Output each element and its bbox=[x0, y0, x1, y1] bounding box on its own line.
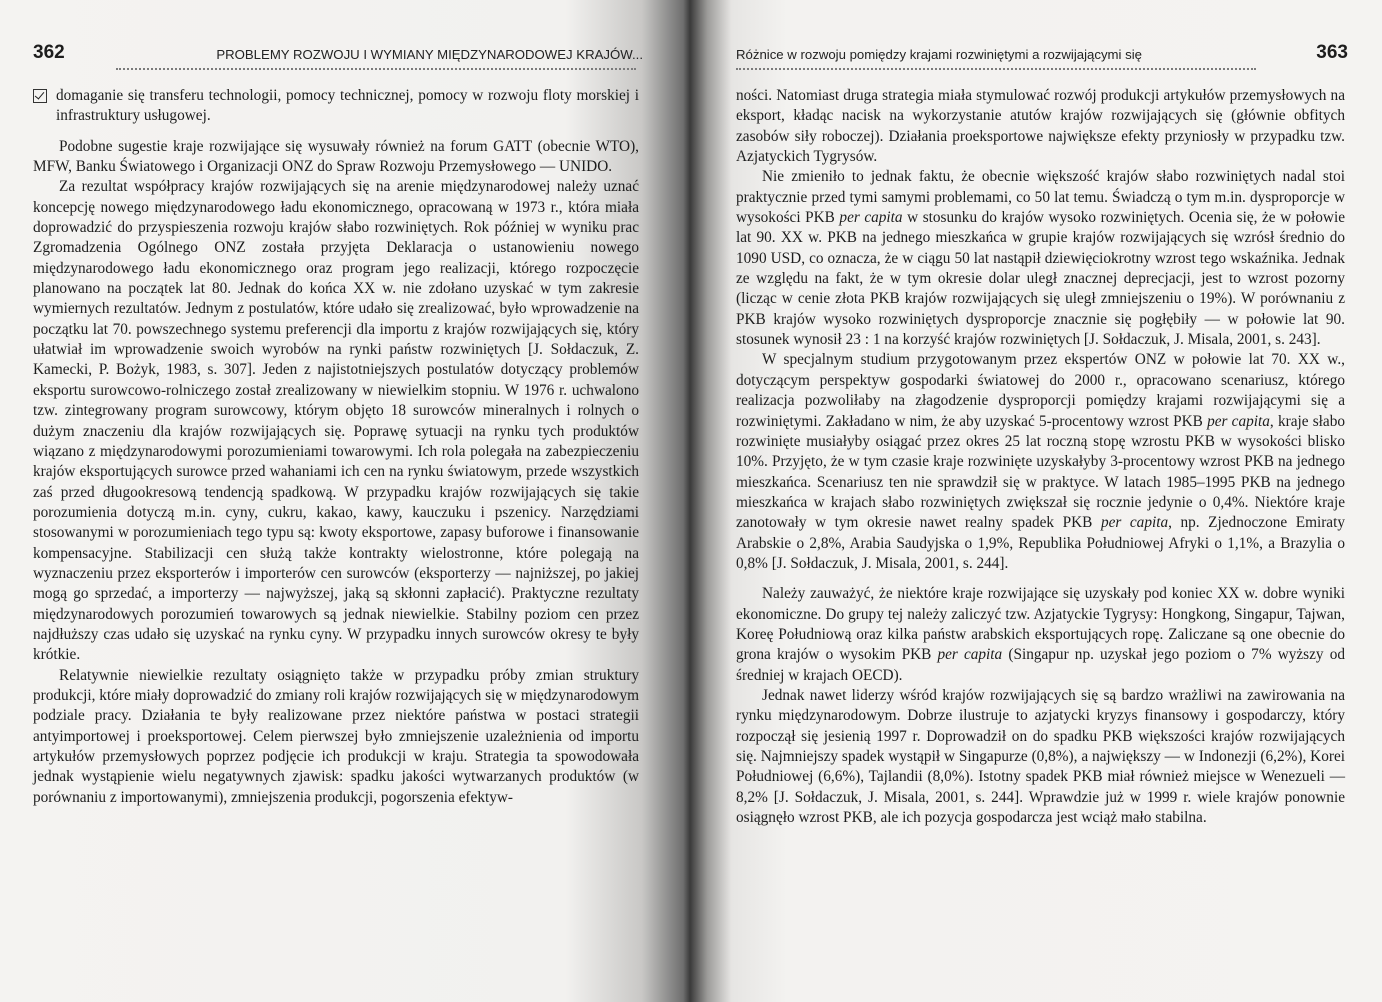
italic-term: per capita bbox=[1207, 412, 1270, 430]
paragraph bbox=[736, 167, 1345, 350]
paragraph: Jednak nawet liderzy wśród krajów rozwijających się są bardzo wrażliwi na zawirowania na rynku międzynarodowym. Dobrze ilustruje to azjatycki kryzys finansowy i gospodarczy, który rozpoczął się jesienią 1997 r. Doprowadził on do spadku PKB większości krajów rozwijających się. Najmniejszy spadek wystąpił w Singapurze (0,8%), a największy — w Indonezji (6,2%), Korei Południowej (6,6%), Tajlandii (8,0%). Istotny spadek PKB miał również miejsce w Wenezueli — 8,2% [J. Sołdaczuk, J. Misala, 2001, s. 244]. Wprawdzie już w 1999 r. wiele krajów ponownie osiągnęło wzrost PKB, ale ich pozycja gospodarcza jest wciąż mało stabilna. bbox=[736, 686, 1345, 827]
paragraph bbox=[736, 350, 1345, 574]
text-run: , kraje słabo rozwinięte musiałyby osiągać przez okres 25 lat roczną stopę wzrostu PKB w wysokości blisko 10%. Przyjęto, że w tym czasie kraje rozwinięte uzyskałyby 3-procentowy wzrost PKB na jednego mieszkańca. Scenariusz ten nie sprawdził się w praktyce. W latach 1985–1995 PKB na jednego mieszkańca w krajach słabo rozwiniętych zwiększał się rocznie jedynie o 0,4%. Niektóre kraje zanotowały w tym okresie nawet realny spadek PKB bbox=[736, 412, 1346, 532]
text-run: W specjalnym studium przygotowanym przez ekspertów ONZ w połowie lat 70. XX w., dotyczącym perspektyw gospodarki światowej do 2000 r., opracowano scenariusz, którego realizacja pozwoliłaby na złagodzenie dysproporcji pomiędzy krajami rozwijającymi się a rozwiniętymi. Zakładano w nim, że aby uzyskać 5-procentowy wzrost PKB bbox=[736, 351, 1345, 430]
right-page bbox=[690, 0, 1382, 1002]
header-dotted-rule bbox=[116, 68, 636, 72]
text-run: Należy zauważyć, że niektóre kraje rozwijające się uzyskały pod koniec XX w. dobre wyniki ekonomiczne. Do grupy tej należy zaliczyć tzw. Azjatyckie Tygrysy: Hongkong, Singapur, Tajwan, Koreę Południową oraz kilka państw arabskich eksportujących ropę. Zaliczane są one obecnie do grona krajów o wysokim PKB bbox=[736, 585, 1345, 664]
running-head: Różnice w rozwoju pomiędzy krajami rozwiniętymi a rozwijającymi się bbox=[736, 47, 1142, 62]
right-page-header bbox=[736, 40, 1348, 64]
text-run: (Singapur np. uzyskał jego poziom o 7% wyższy od średniej w krajach OECD). bbox=[736, 646, 1345, 684]
paragraph: Za rezultat współpracy krajów rozwijających się na arenie międzynarodowej należy uznać koncepcję nowego międzynarodowego ładu ekonomicznego, opracowaną w 1973 r., która miała doprowadzić do przyspieszenia rozwoju krajów słabo rozwiniętych. Rok później w wyniku prac Zgromadzenia Ogólnego ONZ została przyjęta Deklaracja o ustanowieniu nowego międzynarodowego ładu ekonomicznego oraz program jego realizacji, którego rozpoczęcie planowano na początek lat 80. Jednak do końca XX w. nie zdołano uzyskać w tym zakresie wymiernych rezultatów. Jednym z postulatów, które udało się zrealizować, było wprowadzenie na początku lat 70. powszechnego systemu preferencji dla importu z krajów rozwijających się, który ułatwiał im wprowadzenie swoich wyrobów na rynki państw rozwiniętych [J. Sołdaczuk, Z. Kamecki, P. Bożyk, 1983, s. 307]. Jeden z najistotniejszych postulatów dotyczący problemów eksportu surowcowo-rolniczego został zrealizowany w niewielkim stopniu. W 1976 r. uchwalono tzw. zintegrowany program surowcowy, którym objęto 18 surowców mineralnych i rolnych o dużym znaczeniu dla krajów rozwijających się. Poprawę sytuacji na rynku tych produktów wiązano z międzynarodowymi porozumieniami towarowymi. Ich rola polegała na zabezpieczeniu krajów eksportujących surowce przed wahaniami ich cen na rynku światowym, przede wszystkich zaś przed długookresową tendencją spadkową. W przypadku krajów rozwijających się takie porozumienia dotyczą m.in. cyny, cukru, kakao, kawy, kauczuku i pszenicy. Narzędziami stosowanymi w porozumieniach tego typu są: kwoty eksportowe, zapasy buforowe i finansowanie kompensacyjne. Stabilizacji cen służą także kontrakty wielostronne, które polegają na wyznaczeniu przez eksporterów i importerów cen surowców (eksporterzy — najniższej, po jakiej mogą go sprzedać, a importerzy — najwyższej, jaką są skłonni zapłacić). Praktyczne rezultaty międzynarodowych porozumień towarowych są jednak niewielkie. Stabilny poziom cen przez najdłuższy czas udało się uzyskać na rynku cyny. W przypadku innych surowców okresy te były krótkie. bbox=[33, 178, 639, 664]
text-run: w stosunku do krajów wysoko rozwiniętych. Ocenia się, że w połowie lat 90. XX w. PKB na jednego mieszkańca w grupie krajów rozwijających się wzrósł średnio do 1090 USD, co oznacza, że w ciągu 50 lat nastąpił dziewięciokrotny wzrost tego wskaźnika. Jednak ze względu na fakt, że w tym okresie dolar uległ znacznej deprecjacji, jest to wzrost pozorny (licząc w cenie złota PKB krajów rozwijających się uległ zmniejszeniu o 19%). W porównaniu z PKB krajów wysoko rozwiniętych dysproporcje znacznie się pogłębiły — w połowie lat 90. stosunek wynosił 23 : 1 na korzyść krajów rozwiniętych [J. Sołdaczuk, J. Misala, 2001, s. 243]. bbox=[736, 209, 1345, 349]
left-page-body bbox=[33, 86, 639, 808]
running-head: PROBLEMY ROZWOJU I WYMIANY MIĘDZYNARODOWEJ KRAJÓW... bbox=[216, 47, 643, 62]
paragraph: Relatywnie niewielkie rezultaty osiągnięto także w przypadku próby zmian struktury produkcji, które miały doprowadzić do zmiany roli krajów rozwijających się w międzynarodowym podziale pracy. Działania te były realizowane przez niektóre państwa w postaci strategii antyimportowej i proeksportowej. Celem pierwszej było zmniejszenie uzależnienia od importu artykułów przemysłowych poprzez podjęcie ich produkcji w kraju. Strategia ta spowodowała jednak wystąpienie wielu negatywnych zjawisk: spadku jakości wytwarzanych produktów (w porównaniu z importowanymi), zmniejszenia produkcji, pogorszenia efektyw- bbox=[33, 666, 639, 806]
left-page-header bbox=[33, 40, 653, 64]
italic-term: per capita bbox=[1100, 514, 1169, 532]
text-run: Nie zmieniło to jednak faktu, że obecnie większość krajów słabo rozwiniętych nadal stoi praktycznie przed tymi samymi problemami, co 50 lat temu. Świadczą o tym m.in. dysproporcje w wysokości PKB bbox=[736, 168, 1345, 227]
left-page bbox=[0, 0, 690, 1002]
italic-term: per capita bbox=[937, 646, 1003, 664]
italic-term: per capita bbox=[839, 209, 903, 227]
text-run: , np. Zjednoczone Emiraty Arabskie o 2,8%, Arabia Saudyjska o 1,9%, Republika Południowej Afryki o 1,1%, a Brazylia o 0,8% [J. Sołdaczuk, J. Misala, 2001, s. 244]. bbox=[736, 514, 1345, 572]
header-dotted-rule bbox=[736, 68, 1256, 72]
checkbox-bullet-icon bbox=[33, 89, 47, 103]
right-page-body bbox=[736, 86, 1345, 828]
checkbox-bullet-item bbox=[33, 86, 639, 127]
paragraph bbox=[736, 584, 1345, 686]
paragraph: ności. Natomiast druga strategia miała stymulować rozwój produkcji artykułów przemysłowych na eksport, kładąc nacisk na wykorzystanie atutów krajów rozwijających się (głównie obfitych zasobów siły roboczej). Działania proeksportowe największe efekty przyniosły w przypadku tzw. Azjatyckich Tygrysów. bbox=[736, 87, 1345, 166]
page-number: 362 bbox=[33, 42, 65, 63]
paragraph: Podobne sugestie kraje rozwijające się wysuwały również na forum GATT (obecnie WTO), MFW, Banku Światowego i Organizacji ONZ do Spraw Rozwoju Przemysłowego — UNIDO. bbox=[33, 137, 639, 176]
bullet-text: domaganie się transferu technologii, pomocy technicznej, pomocy w rozwoju floty morskiej i infrastruktury usługowej. bbox=[56, 87, 639, 125]
page-number: 363 bbox=[1316, 42, 1348, 63]
